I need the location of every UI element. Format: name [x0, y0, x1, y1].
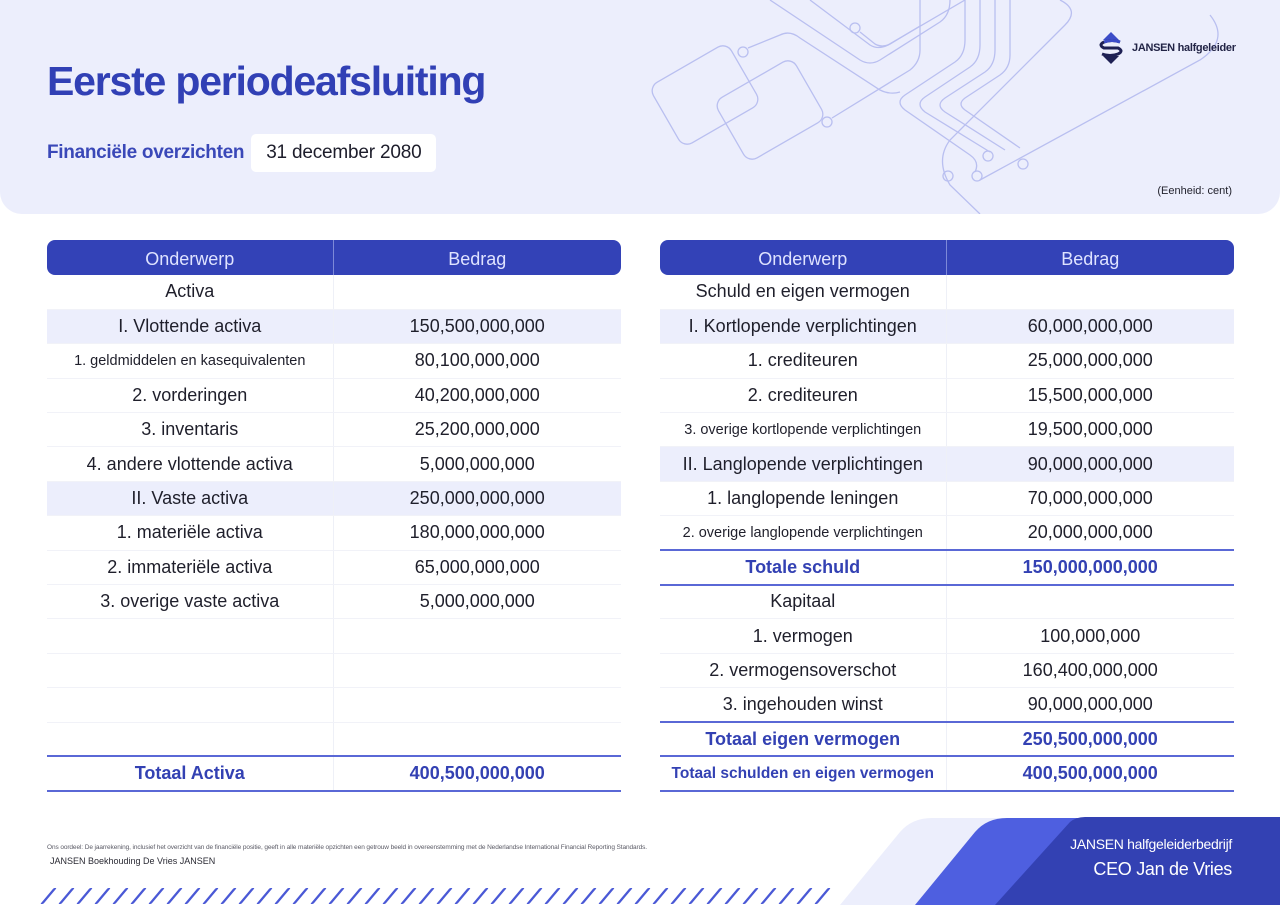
stripe [580, 888, 596, 904]
row-amount [333, 653, 621, 687]
table-row-section [47, 309, 621, 343]
table-row-item [660, 378, 1234, 412]
table-row-item-small [660, 413, 1234, 447]
table-row-item [660, 619, 1234, 653]
table-row-total [47, 756, 621, 790]
stripe [778, 888, 794, 904]
subtitle: Financiële overzichten [47, 142, 245, 163]
table-header-row [660, 240, 1234, 275]
row-label: 1. materiële activa [47, 516, 333, 550]
row-amount: 25,200,000,000 [333, 413, 621, 447]
stripe [814, 888, 830, 904]
stripe [526, 888, 542, 904]
row-amount: 5,000,000,000 [333, 447, 621, 481]
row-label [47, 688, 333, 722]
table-row-item-small [660, 516, 1234, 550]
row-amount: 20,000,000,000 [946, 516, 1234, 550]
row-amount: 25,000,000,000 [946, 344, 1234, 378]
row-label [47, 653, 333, 687]
stripe [454, 888, 470, 904]
table-row-heading [660, 585, 1234, 619]
stripe [382, 888, 398, 904]
date-badge: 31 december 2080 [251, 134, 436, 172]
assets-table-body [47, 275, 621, 791]
footer-signer [1070, 836, 1232, 880]
table-row-empty [47, 619, 621, 653]
row-label: 3. overige kortlopende verplichtingen [660, 413, 946, 447]
row-label: Kapitaal [660, 585, 946, 619]
table-row-total [660, 722, 1234, 756]
row-amount: 160,400,000,000 [946, 653, 1234, 687]
row-label: Totaal schulden en eigen vermogen [660, 756, 946, 790]
row-amount: 150,000,000,000 [946, 550, 1234, 584]
row-amount [946, 585, 1234, 619]
row-amount: 250,500,000,000 [946, 722, 1234, 756]
logo-text: JANSEN halfgeleider [1132, 42, 1236, 54]
row-label [47, 722, 333, 756]
table-row-item-small [47, 344, 621, 378]
page-title: Eerste periodeafsluiting [47, 58, 486, 104]
stripe [436, 888, 452, 904]
assets-table [47, 240, 621, 792]
row-amount: 400,500,000,000 [946, 756, 1234, 790]
stripe [40, 888, 56, 904]
row-label: I. Kortlopende verplichtingen [660, 309, 946, 343]
stripe [238, 888, 254, 904]
stripe [724, 888, 740, 904]
table-row-item [660, 344, 1234, 378]
row-amount: 80,100,000,000 [333, 344, 621, 378]
stripe [418, 888, 434, 904]
table-row-total [660, 550, 1234, 584]
stripe [364, 888, 380, 904]
table-row-item [47, 413, 621, 447]
row-amount: 90,000,000,000 [946, 688, 1234, 722]
row-amount: 70,000,000,000 [946, 481, 1234, 515]
table-row-empty [47, 722, 621, 756]
stripe [256, 888, 272, 904]
column-header-amount: Bedrag [333, 240, 621, 275]
stripe [76, 888, 92, 904]
company-logo [1096, 32, 1236, 64]
footer-ceo: CEO Jan de Vries [1093, 859, 1232, 879]
stripe [544, 888, 560, 904]
table-row-item [47, 550, 621, 584]
stripe [220, 888, 236, 904]
stripe [634, 888, 650, 904]
footer-company: JANSEN halfgeleiderbedrijf [1070, 836, 1232, 852]
row-amount [333, 722, 621, 756]
row-label: 2. overige langlopende verplichtingen [660, 516, 946, 550]
table-row-section [660, 309, 1234, 343]
row-label: 3. ingehouden winst [660, 688, 946, 722]
row-label: Totale schuld [660, 550, 946, 584]
liabilities-table [660, 240, 1234, 792]
auditor-signature: JANSEN Boekhouding De Vries JANSEN [50, 856, 216, 866]
row-amount [333, 688, 621, 722]
table-row-empty [47, 688, 621, 722]
row-label [47, 619, 333, 653]
row-label: Schuld en eigen vermogen [660, 275, 946, 309]
table-row-item [47, 516, 621, 550]
row-label: 3. inventaris [47, 413, 333, 447]
row-label: II. Langlopende verplichtingen [660, 447, 946, 481]
unit-note: (Eenheid: cent) [1157, 185, 1232, 197]
stripe [598, 888, 614, 904]
row-amount: 19,500,000,000 [946, 413, 1234, 447]
row-label: 1. vermogen [660, 619, 946, 653]
stripe [310, 888, 326, 904]
stripe [670, 888, 686, 904]
row-label: 2. crediteuren [660, 378, 946, 412]
stripe [562, 888, 578, 904]
row-amount: 5,000,000,000 [333, 585, 621, 619]
column-header-subject: Onderwerp [660, 240, 946, 275]
stripe [130, 888, 146, 904]
table-row-heading [47, 275, 621, 309]
column-header-subject: Onderwerp [47, 240, 333, 275]
stripe [706, 888, 722, 904]
stripe [760, 888, 776, 904]
table-row-item [47, 378, 621, 412]
stripe [616, 888, 632, 904]
subtitle-row [47, 134, 436, 172]
row-label: 2. immateriële activa [47, 550, 333, 584]
stripe [166, 888, 182, 904]
table-header-row [47, 240, 621, 275]
column-header-amount: Bedrag [946, 240, 1234, 275]
table-row-section [660, 447, 1234, 481]
stripe [400, 888, 416, 904]
table-row-item [47, 585, 621, 619]
table-row-section [47, 481, 621, 515]
stripe [742, 888, 758, 904]
row-amount: 400,500,000,000 [333, 756, 621, 790]
stripe [796, 888, 812, 904]
audit-opinion: Ons oordeel: De jaarrekening, inclusief het overzicht van de financiële positie, geeft in alle materiële opzichten een getrouw beeld in overeenstemming met de Nederlandse International Financial Reporting Standards. [47, 844, 647, 851]
liabilities-table-body [660, 275, 1234, 791]
row-amount: 15,500,000,000 [946, 378, 1234, 412]
row-label: I. Vlottende activa [47, 309, 333, 343]
table-row-item [47, 447, 621, 481]
table-row-item [660, 653, 1234, 687]
row-label: 2. vorderingen [47, 378, 333, 412]
row-label: 1. crediteuren [660, 344, 946, 378]
stripe [202, 888, 218, 904]
table-row-item [660, 481, 1234, 515]
table-row-heading [660, 275, 1234, 309]
stripe [346, 888, 362, 904]
stripe [274, 888, 290, 904]
stripe [328, 888, 344, 904]
stripe [490, 888, 506, 904]
table-row-empty [47, 653, 621, 687]
stripe [94, 888, 110, 904]
row-label: Activa [47, 275, 333, 309]
stripe [688, 888, 704, 904]
header-banner [0, 0, 1280, 214]
table-row-item [660, 688, 1234, 722]
stripe [472, 888, 488, 904]
row-label: 1. langlopende leningen [660, 481, 946, 515]
table-row-total-grand [660, 756, 1234, 790]
stripe [652, 888, 668, 904]
row-amount [333, 619, 621, 653]
row-amount: 100,000,000 [946, 619, 1234, 653]
row-label: 2. vermogensoverschot [660, 653, 946, 687]
stripe [112, 888, 128, 904]
stripe [148, 888, 164, 904]
row-amount: 60,000,000,000 [946, 309, 1234, 343]
stripe [292, 888, 308, 904]
row-label: Totaal eigen vermogen [660, 722, 946, 756]
row-amount: 65,000,000,000 [333, 550, 621, 584]
stripe [184, 888, 200, 904]
decorative-stripes [47, 888, 839, 905]
row-amount: 250,000,000,000 [333, 481, 621, 515]
row-label: 4. andere vlottende activa [47, 447, 333, 481]
row-amount: 40,200,000,000 [333, 378, 621, 412]
jansen-s-logo-icon [1096, 32, 1126, 64]
row-label: Totaal Activa [47, 756, 333, 790]
row-label: 1. geldmiddelen en kasequivalenten [47, 344, 333, 378]
row-amount: 180,000,000,000 [333, 516, 621, 550]
row-label: 3. overige vaste activa [47, 585, 333, 619]
row-amount: 90,000,000,000 [946, 447, 1234, 481]
stripe [58, 888, 74, 904]
row-amount [333, 275, 621, 309]
stripe [508, 888, 524, 904]
row-amount [946, 275, 1234, 309]
row-amount: 150,500,000,000 [333, 309, 621, 343]
row-label: II. Vaste activa [47, 481, 333, 515]
